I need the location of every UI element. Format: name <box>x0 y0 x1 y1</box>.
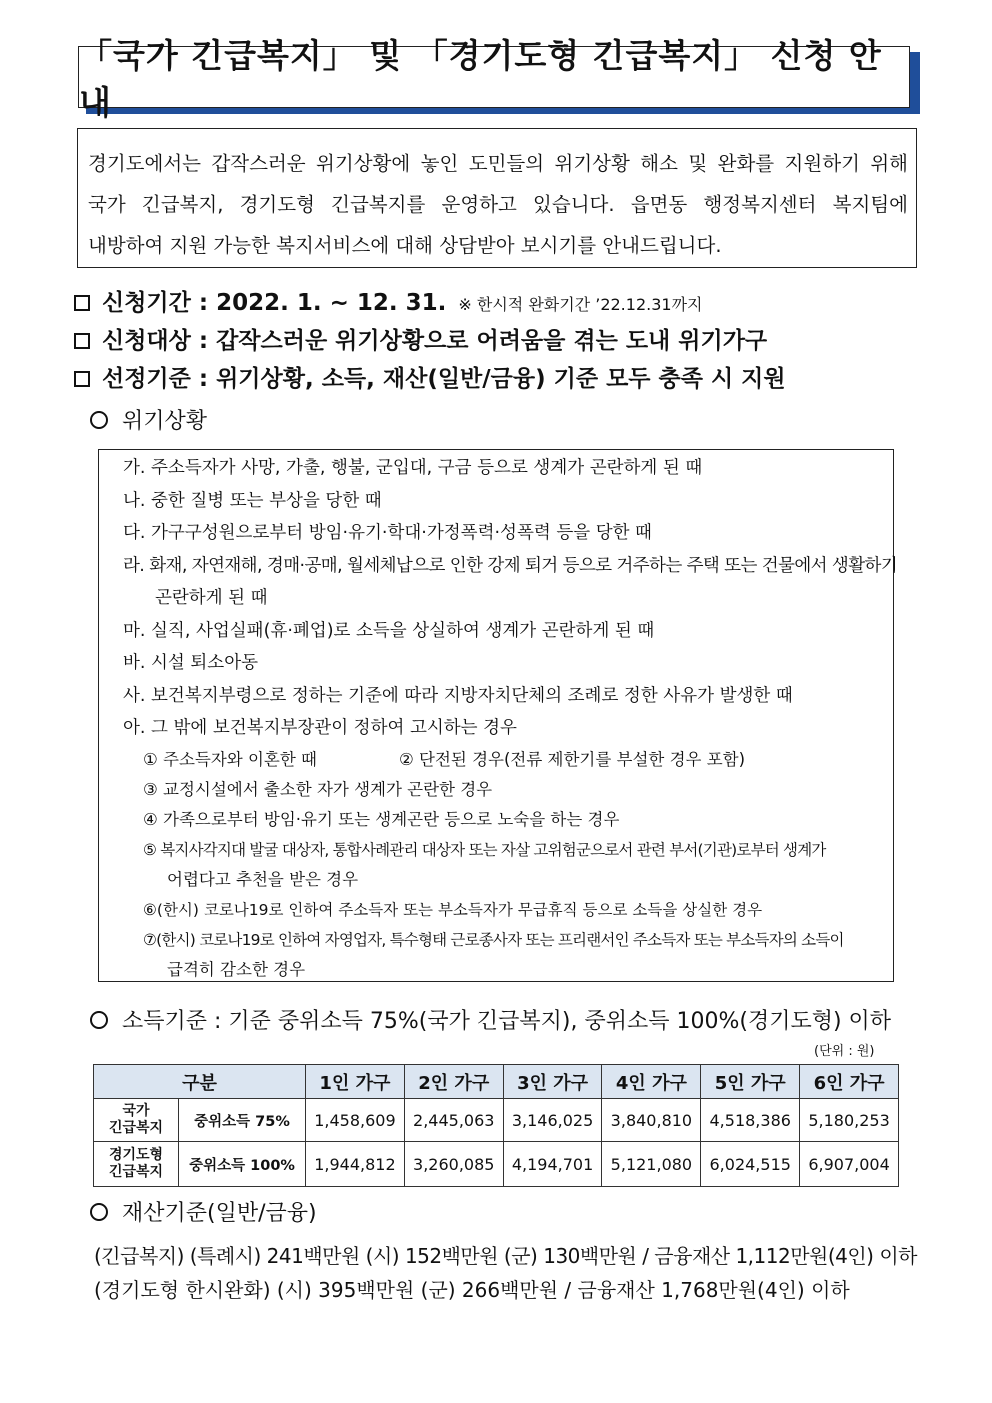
crisis-item-na: 나. 중한 질병 또는 부상을 당한 때 <box>123 490 382 511</box>
crisis-sub-5: ⑤ 복지사각지대 발굴 대상자, 통합사례관리 대상자 또는 자살 고위험군으로서 관련 부서(기관)로부터 생계가 <box>143 840 826 859</box>
row-category-line1: 경기도형 <box>108 1147 164 1163</box>
header-5: 5인 가구 <box>701 1065 800 1099</box>
intro-line-2: 국가 긴급복지, 경기도형 긴급복지를 운영하고 있습니다. 읍면동 행정복지센터 복지팀에 <box>88 193 908 216</box>
crisis-sub-7: ⑦(한시) 코로나19로 인하여 자영업자, 특수형태 근로종사자 또는 프리랜서인 주소득자 또는 부소득자의 소득이 <box>143 930 844 949</box>
row-category <box>94 1142 179 1187</box>
bullet-period <box>74 284 702 317</box>
square-bullet-icon <box>74 371 90 387</box>
income-table <box>93 1064 899 1187</box>
crisis-item-ra: 라. 화재, 자연재해, 경매·공매, 월세체납으로 인한 강제 퇴거 등으로 거주하는 주택 또는 건물에서 생활하기 <box>123 555 898 576</box>
row-criteria: 중위소득 75% <box>179 1099 306 1142</box>
crisis-sub-4: ④ 가족으로부터 방임·유기 또는 생계곤란 등으로 노숙을 하는 경우 <box>143 809 620 829</box>
circle-bullet-icon <box>90 411 108 429</box>
table-cell: 4,194,701 <box>503 1142 602 1187</box>
income-heading <box>90 1004 891 1035</box>
table-cell: 3,146,025 <box>503 1099 602 1142</box>
crisis-sub-5-cont: 어렵다고 추천을 받은 경우 <box>167 869 359 889</box>
criteria-label: 선정기준 : 위기상황, 소득, 재산(일반/금융) 기준 모두 충족 시 지원 <box>102 366 786 392</box>
crisis-heading-text: 위기상황 <box>122 409 208 434</box>
page-title: 「국가 긴급복지」 및 「경기도형 긴급복지」 신청 안내 <box>78 46 910 108</box>
table-cell: 1,944,812 <box>306 1142 405 1187</box>
table-cell: 5,121,080 <box>602 1142 701 1187</box>
crisis-item-sa: 사. 보건복지부령으로 정하는 기준에 따라 지방자치단체의 조례로 정한 사유가 발생한 때 <box>123 685 793 706</box>
table-cell: 3,260,085 <box>404 1142 503 1187</box>
crisis-sub-3: ③ 교정시설에서 출소한 자가 생계가 곤란한 경우 <box>143 779 493 799</box>
header-category: 구분 <box>94 1065 306 1099</box>
period-label: 신청기간 : 2022. 1. ~ 12. 31. <box>102 290 447 316</box>
circle-bullet-icon <box>90 1011 108 1029</box>
table-cell: 5,180,253 <box>800 1099 899 1142</box>
property-line-1: (긴급복지) (특례시) 241백만원 (시) 152백만원 (군) 130백만원 / 금융재산 1,112만원(4인) 이하 <box>94 1244 917 1268</box>
square-bullet-icon <box>74 333 90 349</box>
crisis-item-ra-cont: 곤란하게 된 때 <box>155 588 268 608</box>
title-banner <box>78 36 918 122</box>
crisis-item-da: 다. 가구구성원으로부터 방임·유기·학대·가정폭력·성폭력 등을 당한 때 <box>123 523 652 543</box>
crisis-item-ga: 가. 주소득자가 사망, 가출, 행불, 군입대, 구금 등으로 생계가 곤란하게 된 때 <box>123 458 703 478</box>
row-criteria: 중위소득 100% <box>179 1142 306 1187</box>
table-cell: 6,024,515 <box>701 1142 800 1187</box>
crisis-sub-7-cont: 급격히 감소한 경우 <box>167 959 306 979</box>
table-cell: 2,445,063 <box>404 1099 503 1142</box>
crisis-sub-6: ⑥(한시) 코로나19로 인하여 주소득자 또는 부소득자가 무급휴직 등으로 소득을 상실한 경우 <box>143 900 763 919</box>
intro-line-3: 내방하여 지원 가능한 복지서비스에 대해 상담받아 보시기를 안내드립니다. <box>88 234 722 257</box>
table-row <box>94 1099 899 1142</box>
income-table-header <box>94 1065 899 1099</box>
crisis-item-ma: 마. 실직, 사업실패(휴·폐업)로 소득을 상실하여 생계가 곤란하게 된 때 <box>123 620 655 641</box>
table-cell: 6,907,004 <box>800 1142 899 1187</box>
row-category-line2: 긴급복지 <box>108 1164 164 1180</box>
income-heading-text: 소득기준 : 기준 중위소득 75%(국가 긴급복지), 중위소득 100%(경기도형) 이하 <box>122 1009 892 1034</box>
header-1: 1인 가구 <box>306 1065 405 1099</box>
header-2: 2인 가구 <box>404 1065 503 1099</box>
table-cell: 1,458,609 <box>306 1099 405 1142</box>
crisis-item-ba: 바. 시설 퇴소아동 <box>123 653 259 673</box>
property-heading-text: 재산기준(일반/금융) <box>122 1201 317 1226</box>
table-row <box>94 1142 899 1187</box>
table-cell: 4,518,386 <box>701 1099 800 1142</box>
crisis-sub-1: ① 주소득자와 이혼한 때 <box>143 749 317 769</box>
unit-label: (단위 : 원) <box>814 1044 875 1059</box>
row-category <box>94 1099 179 1142</box>
header-6: 6인 가구 <box>800 1065 899 1099</box>
crisis-box <box>98 449 898 982</box>
property-heading <box>90 1196 317 1227</box>
header-3: 3인 가구 <box>503 1065 602 1099</box>
crisis-heading <box>90 404 207 435</box>
row-category-line2: 긴급복지 <box>108 1120 164 1136</box>
property-line-2: (경기도형 한시완화) (시) 395백만원 (군) 266백만원 / 금융재산 1,768만원(4인) 이하 <box>94 1278 850 1302</box>
row-category-line1: 국가 <box>122 1103 150 1119</box>
crisis-sub-2: ② 단전된 경우(전류 제한기를 부설한 경우 포함) <box>399 749 746 769</box>
intro-box <box>77 128 917 268</box>
bullet-criteria <box>74 360 786 393</box>
bullet-target <box>74 322 767 355</box>
crisis-item-a: 아. 그 밖에 보건복지부장관이 정하여 고시하는 경우 <box>123 718 517 738</box>
crisis-sub-1-2 <box>123 745 893 775</box>
circle-bullet-icon <box>90 1203 108 1221</box>
square-bullet-icon <box>74 295 90 311</box>
target-label: 신청대상 : 갑작스러운 위기상황으로 어려움을 겪는 도내 위기가구 <box>102 328 768 354</box>
header-4: 4인 가구 <box>602 1065 701 1099</box>
period-note: ※ 한시적 완화기간 ’22.12.31까지 <box>458 295 703 314</box>
table-cell: 3,840,810 <box>602 1099 701 1142</box>
intro-line-1: 경기도에서는 갑작스러운 위기상황에 놓인 도민들의 위기상황 해소 및 완화를 지원하기 위해 <box>88 152 908 175</box>
